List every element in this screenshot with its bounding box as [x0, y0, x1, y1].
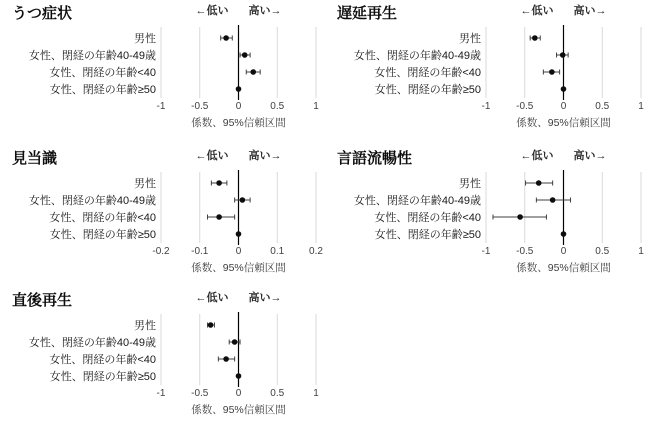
data-point [250, 69, 256, 75]
data-point [240, 197, 246, 203]
category-label: 女性、閉経の年齢<40 [374, 67, 481, 79]
panel-title: 言語流暢性 [337, 150, 413, 167]
reference-data-point [561, 231, 567, 237]
category-label: 男性 [134, 320, 156, 332]
forest-panel-immediate-recall [0, 287, 325, 427]
x-tick-label: -0.1 [191, 246, 209, 257]
x-axis-label: 係数、95%信頼区間 [191, 117, 286, 129]
category-label: 女性、閉経の年齢<40 [49, 354, 156, 366]
x-tick-label: 0.1 [270, 246, 285, 257]
reference-data-point [236, 373, 242, 379]
panel-title: 直後再生 [12, 292, 73, 309]
x-axis-label: 係数、95%信頼区間 [516, 117, 611, 129]
forest-panel-verbal-fluency [325, 145, 650, 285]
data-point [232, 339, 238, 345]
x-tick-label: -0.5 [191, 101, 209, 112]
data-point [517, 214, 523, 220]
category-label: 女性、閉経の年齢40-49歳 [353, 50, 481, 62]
data-point [560, 52, 566, 58]
category-label: 女性、閉経の年齢<40 [49, 212, 156, 224]
category-label: 男性 [134, 33, 156, 45]
x-tick-label: -0.2 [152, 246, 170, 257]
x-tick-label: 0.2 [309, 246, 323, 257]
lower-direction-label: ←低い [195, 292, 229, 304]
category-label: 女性、閉経の年齢40-49歳 [28, 50, 156, 62]
category-label: 女性、閉経の年齢<40 [374, 212, 481, 224]
x-tick-label: 0.5 [595, 246, 610, 257]
higher-direction-label: 高い→ [248, 5, 282, 17]
category-label: 女性、閉経の年齢40-49歳 [353, 195, 481, 207]
data-point [242, 52, 248, 58]
x-tick-label: 1 [638, 246, 644, 257]
higher-direction-label: 高い→ [248, 150, 282, 162]
category-label: 女性、閉経の年齢≥50 [49, 371, 156, 383]
x-tick-label: 0 [560, 101, 567, 112]
category-label: 女性、閉経の年齢≥50 [374, 84, 481, 96]
category-label: 女性、閉経の年齢40-49歳 [28, 337, 156, 349]
x-tick-label: 1 [313, 101, 319, 112]
lower-direction-label: ←低い [195, 150, 229, 162]
x-tick-label: -1 [156, 388, 166, 399]
x-tick-label: -0.5 [191, 388, 209, 399]
x-tick-label: 0 [235, 388, 242, 399]
x-tick-label: 0.5 [270, 388, 285, 399]
x-tick-label: 1 [638, 101, 644, 112]
lower-direction-label: ←低い [520, 150, 554, 162]
data-point [223, 35, 229, 41]
panel-title: 見当識 [12, 150, 58, 167]
x-tick-label: 0.5 [595, 101, 610, 112]
data-point [536, 180, 542, 186]
category-label: 女性、閉経の年齢≥50 [374, 229, 481, 241]
x-tick-label: 0 [235, 246, 242, 257]
data-point [549, 69, 555, 75]
x-tick-label: -0.5 [516, 101, 534, 112]
data-point [216, 180, 222, 186]
data-point [216, 214, 222, 220]
x-tick-label: 0 [235, 101, 242, 112]
lower-direction-label: ←低い [520, 5, 554, 17]
panel-title: うつ症状 [12, 5, 73, 22]
x-tick-label: -1 [156, 101, 166, 112]
panel-title: 遅延再生 [337, 5, 398, 22]
x-axis-label: 係数、95%信頼区間 [516, 262, 611, 274]
higher-direction-label: 高い→ [573, 5, 607, 17]
category-label: 男性 [459, 178, 481, 190]
x-tick-label: 0 [560, 246, 567, 257]
higher-direction-label: 高い→ [573, 150, 607, 162]
data-point [208, 322, 214, 328]
higher-direction-label: 高い→ [248, 292, 282, 304]
reference-data-point [236, 231, 242, 237]
forest-panel-delayed-recall [325, 0, 650, 140]
x-tick-label: 0.5 [270, 101, 285, 112]
x-tick-label: -0.5 [516, 246, 534, 257]
category-label: 女性、閉経の年齢≥50 [49, 84, 156, 96]
x-tick-label: -1 [481, 246, 491, 257]
lower-direction-label: ←低い [195, 5, 229, 17]
reference-data-point [236, 86, 242, 92]
category-label: 女性、閉経の年齢40-49歳 [28, 195, 156, 207]
data-point [223, 356, 229, 362]
category-label: 男性 [459, 33, 481, 45]
data-point [550, 197, 556, 203]
x-axis-label: 係数、95%信頼区間 [191, 262, 286, 274]
data-point [532, 35, 538, 41]
x-tick-label: -1 [481, 101, 491, 112]
forest-panel-orientation [0, 145, 325, 285]
category-label: 女性、閉経の年齢≥50 [49, 229, 156, 241]
category-label: 男性 [134, 178, 156, 190]
x-tick-label: 1 [313, 388, 319, 399]
category-label: 女性、閉経の年齢<40 [49, 67, 156, 79]
forest-panel-depressive-symptoms [0, 0, 325, 140]
reference-data-point [561, 86, 567, 92]
x-axis-label: 係数、95%信頼区間 [191, 404, 286, 416]
